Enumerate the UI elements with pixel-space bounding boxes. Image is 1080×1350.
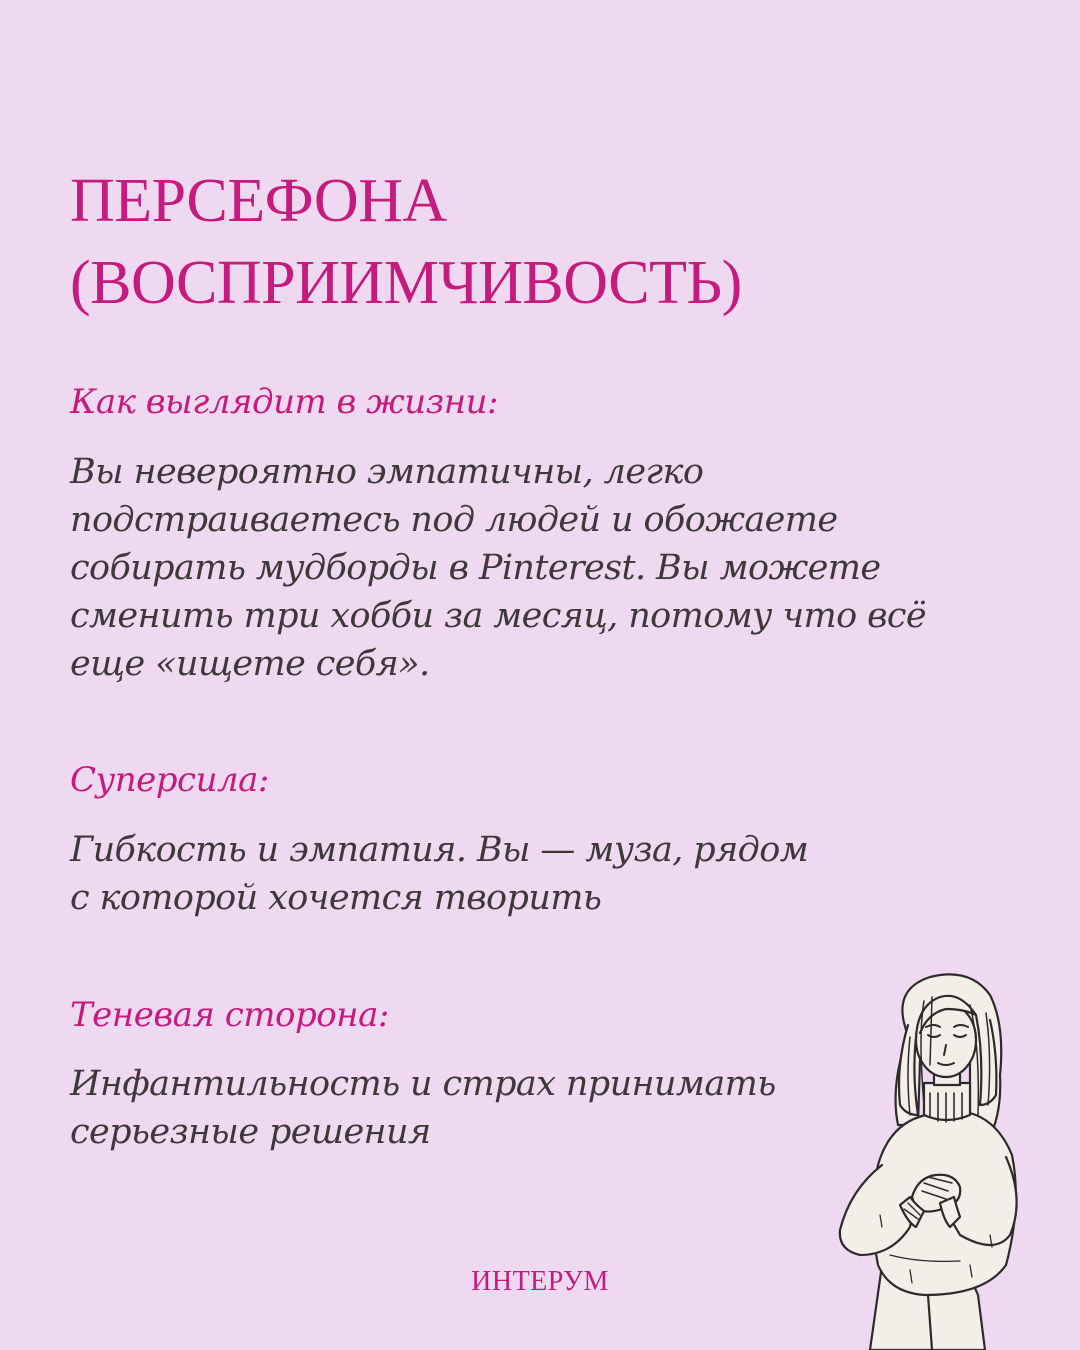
- title-line-1: ПЕРСЕФОНА: [70, 167, 447, 235]
- body-line: собирать мудборды в Pinterest. Вы можете: [70, 548, 881, 588]
- section-heading-superpower: Суперсила:: [70, 760, 269, 800]
- section-body-shadow-side: [70, 1060, 776, 1156]
- body-line: Вы невероятно эмпатичны, легко: [70, 452, 704, 492]
- section-body-superpower: [70, 826, 808, 922]
- section-body-appearance: [70, 448, 926, 688]
- body-line: подстраиваетесь под людей и обожаете: [70, 500, 838, 540]
- section-heading-shadow-side: Теневая сторона:: [70, 995, 389, 1035]
- body-line: с которой хочется творить: [70, 878, 602, 918]
- page-title: [70, 160, 742, 324]
- section-heading-appearance: Как выглядит в жизни:: [70, 382, 498, 422]
- body-line: сменить три хобби за месяц, потому что всё: [70, 596, 926, 636]
- title-line-2: (ВОСПРИИМЧИВОСТЬ): [70, 249, 742, 317]
- brand-logo: ИНТЕРУМ: [471, 1266, 609, 1297]
- woman-hands-on-heart-illustration: [820, 965, 1040, 1350]
- body-line: еще «ищете себя».: [70, 644, 430, 684]
- body-line: серьезные решения: [70, 1112, 431, 1152]
- body-line: Гибкость и эмпатия. Вы — муза, рядом: [70, 830, 809, 870]
- body-line: Инфантильность и страх принимать: [70, 1064, 776, 1104]
